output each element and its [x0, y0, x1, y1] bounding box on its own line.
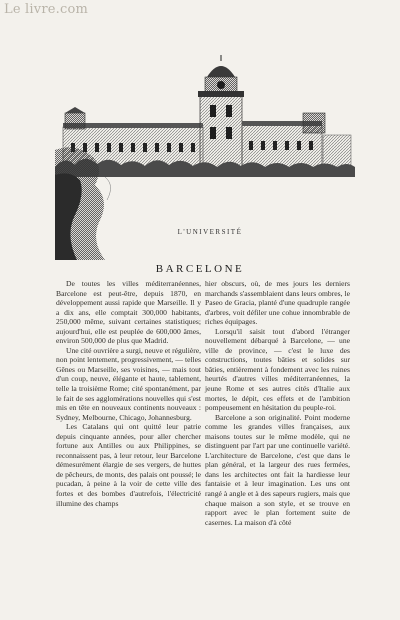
paragraph: Une cité ouvrière a surgi, neuve et régulière, non point lentement, progressivement, — telles Gênes ou Marseille, ses voisines, — mais tout d'un coup, neuve, élégante et haute, tablement, telle la troisième Rome; cité spontanément, par le fait de ses agglomérations nouvelles qui s'est mis en tête en nouveaux continents nouveaux : Sydney, Melbourne, Chicago, Johannesburg. — [56, 345, 202, 422]
right-column — [205, 279, 350, 527]
figure-caption: L'UNIVERSITÉ — [177, 228, 243, 236]
paragraph: Barcelone a son originalité. Point moderne comme les grandes villes françaises, aux maisons toutes sur le même modèle, qui ne distinguent par l'art par une continuelle variété. L'architecture de Barcelone, c'est que dans le plan général, et la largeur des rues fermées, dans les architectes ont fait la hardiesse leur fantaisie et à leur imagination. Les uns ont rangé à angle et à des sapeurs rugiers, mais que chaque maison a son style, et se trouve en rapport avec le plan fortement suite de casernes. La maison d'à côté — [205, 412, 350, 527]
article-title: BARCELONE — [155, 263, 245, 275]
paragraph: Les Catalans qui ont quitté leur patrie depuis cinquante années, pour aller chercher fortune aux Antilles ou aux Philippines, se reconnaissent pas, à leur retour, leur Barcelone démesurément élargie de ses vergers, de huttes de pêcheurs, de monts, des palais ont poussé; le pucadan, à peine à la voir de cette ville des fortes et des bombes d'autrefois, l'électricité illumine des champs — [56, 422, 201, 508]
paragraph: De toutes les villes méditerranéennes, Barcelone est peut-être, depuis 1870, en développement aussi rapide que Marseille. Il y a dix ans, elle comptait 300,000 habitants, 250,000 même, suivant certaines statistiques; aujourd'hui, elle est peuplée de 600,000 âmes, environ 500,000 de plus que Madrid. — [56, 279, 201, 346]
paragraph: Lorsqu'il saisit tout d'abord l'étranger nouvellement débarqué à Barcelone, — une ville de province, — c'est le luxe des constructions, toutes bâties et solides sur bâties, entièrement à fondement avec les ruines heurtés d'autres villes méditerranéennes, la jeune Rome et ses autres cités d'Italie aux mortes, le dépit, ces effets et de l'ambition pompeusement en hésitation du peuple-roi. — [205, 326, 350, 413]
paragraph: hier obscurs, où, de mes jours les derniers marchands s'assemblaient dans leurs ombres, le Paseo de Gracia, planté d'une quadruple rangée d'arbres, voit défiler une cohue innombrable de riches équipages. — [205, 279, 350, 327]
watermark: Le livre.com — [4, 2, 88, 17]
left-column — [56, 279, 201, 508]
